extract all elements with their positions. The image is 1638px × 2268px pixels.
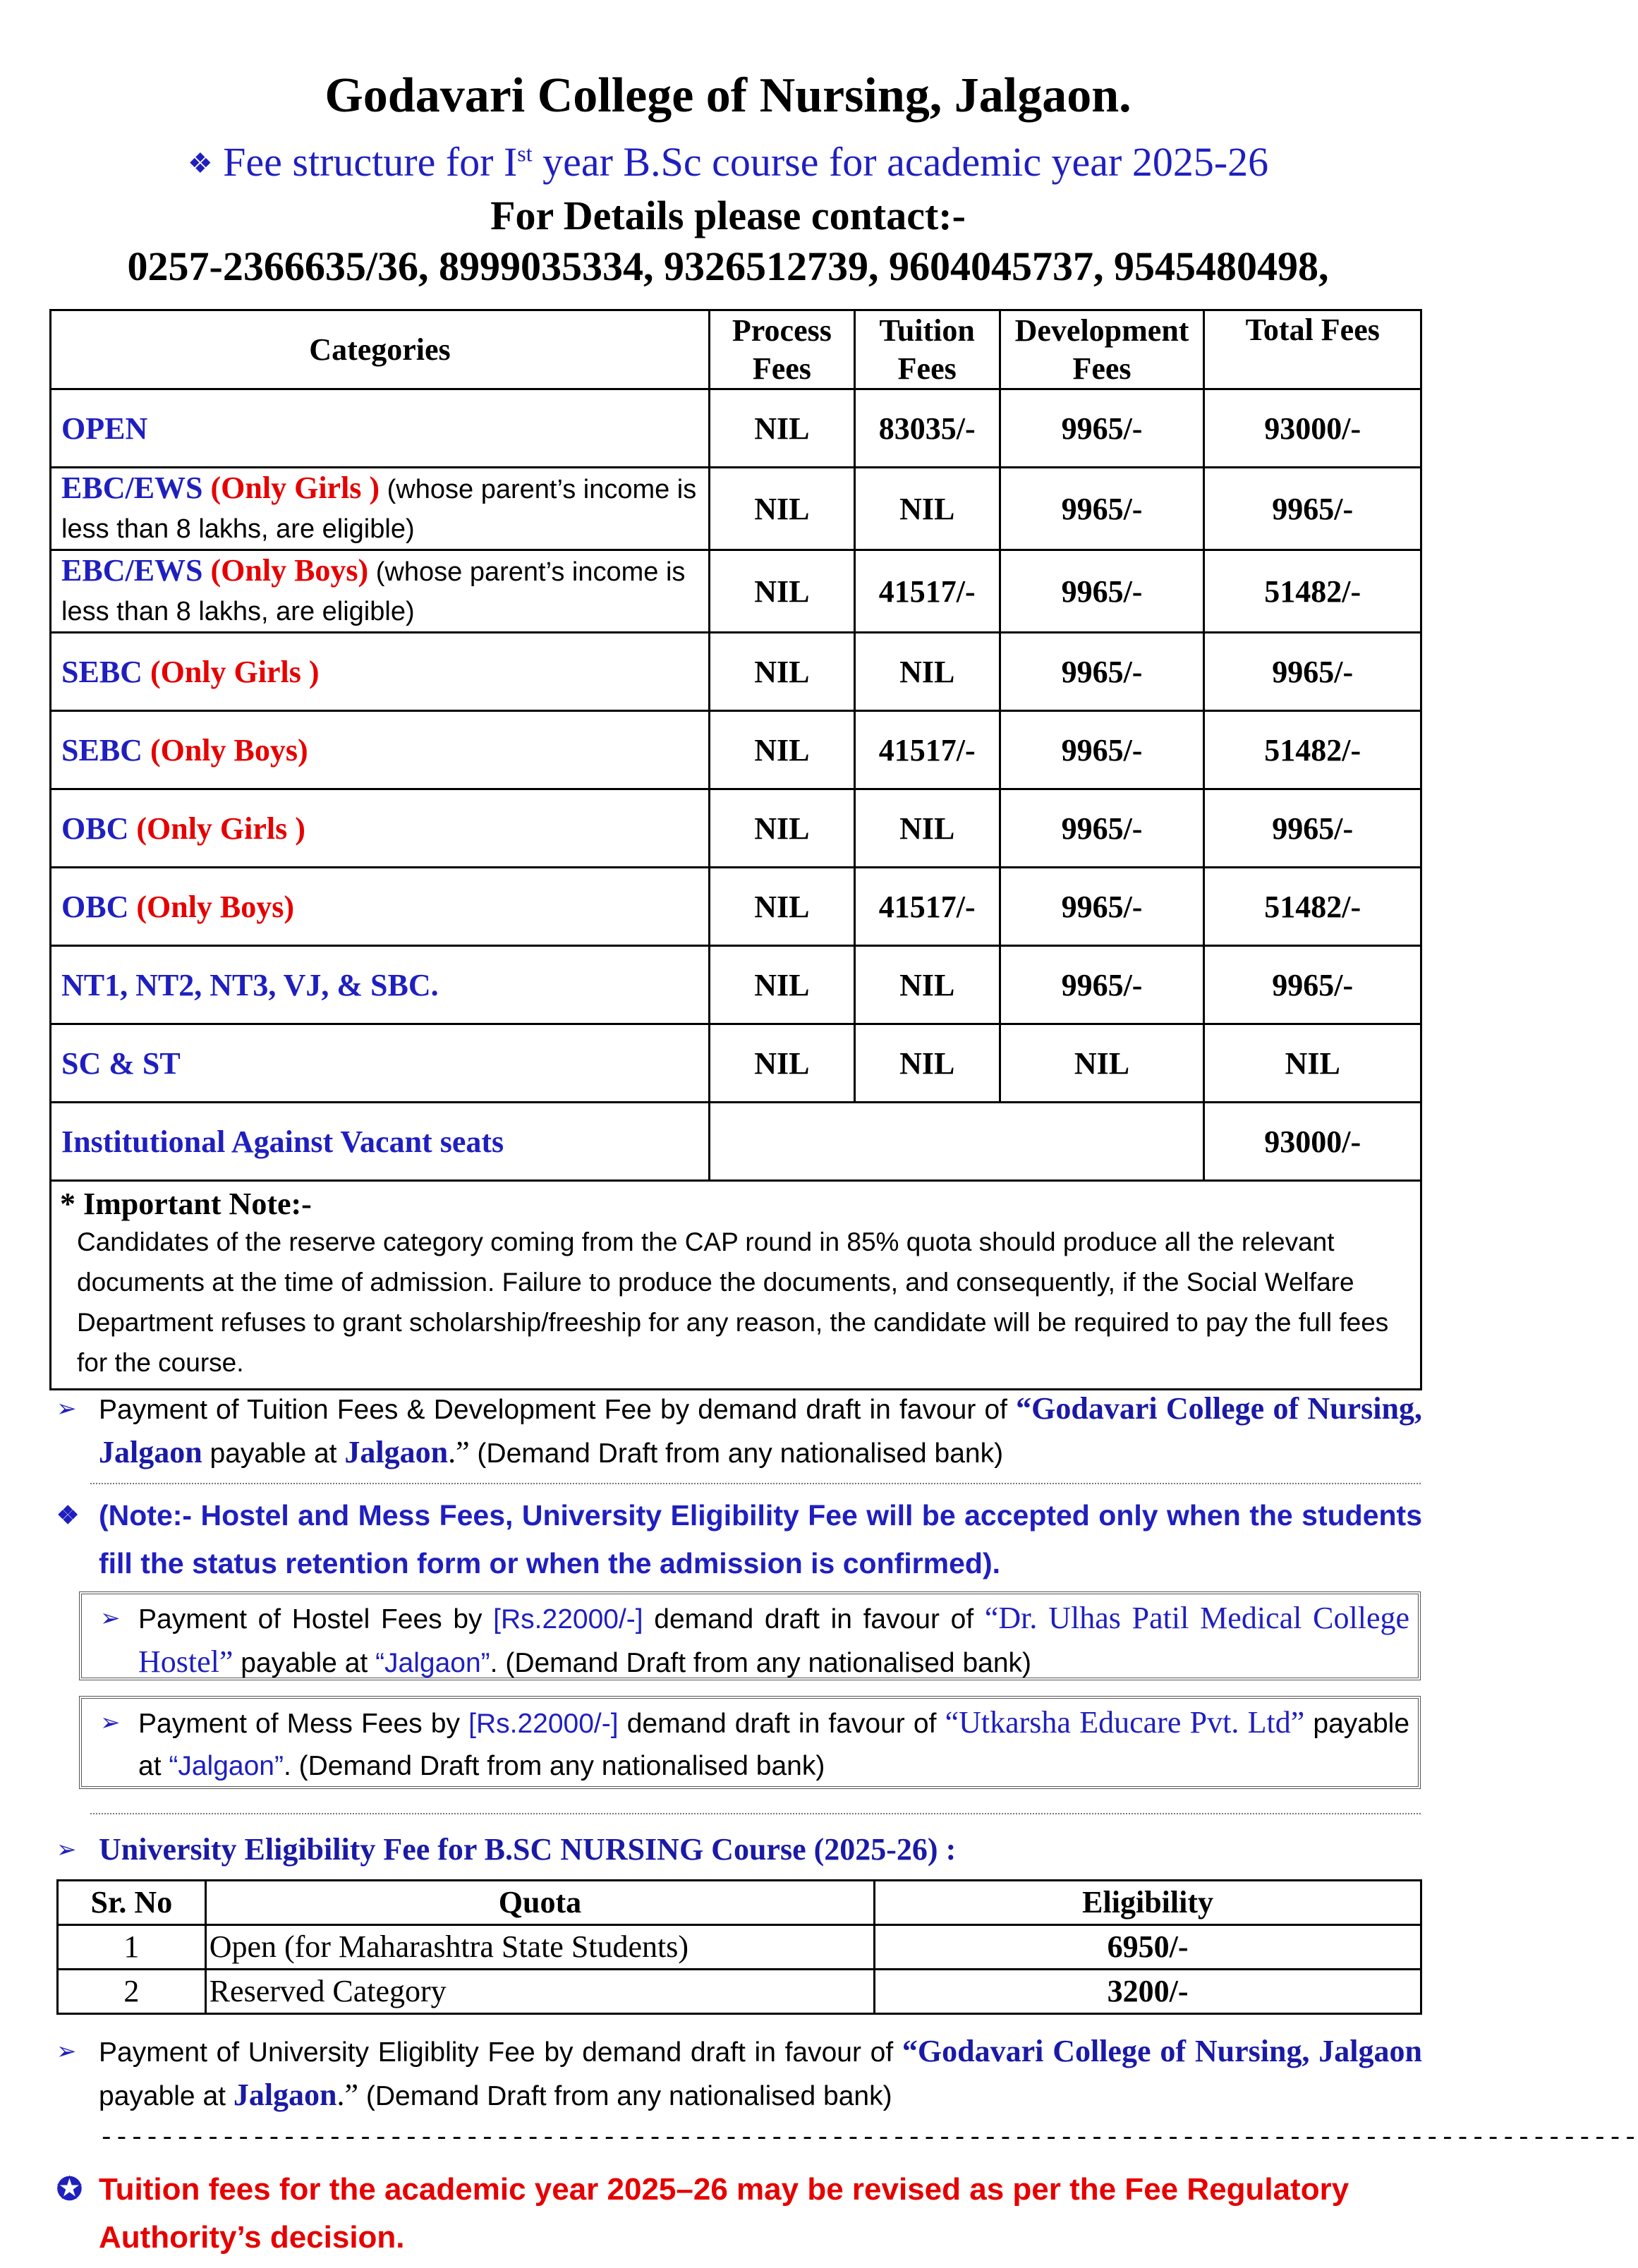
development-fee-cell: 9965/- [1000,868,1204,946]
process-fee-cell: NIL [709,468,854,550]
development-fee-cell: 9965/- [1000,389,1204,468]
fee-row [51,789,1421,868]
tuition-fee-cell: NIL [854,1024,1000,1103]
development-fee-cell: 9965/- [1000,711,1204,789]
total-fee-cell: 9965/- [1204,468,1421,550]
tuition-fee-cell: 83035/- [854,389,1000,468]
total-fee-cell: NIL [1204,1024,1421,1103]
development-fee-cell: 9965/- [1000,633,1204,711]
header-eligibility: Eligibility [875,1881,1421,1925]
category-cell: OPEN [51,389,710,468]
fee-table-header-row [51,310,1421,389]
header-development-fees: Development Fees [1000,310,1204,389]
category-cell: EBC/EWS (Only Girls ) (whose parent’s income is less than 8 lakhs, are eligible) [51,468,710,550]
category-cell: SC & ST [51,1024,710,1103]
empty-merged-cell [709,1103,1203,1181]
fee-row [51,389,1421,468]
total-fee-cell: 51482/- [1204,550,1421,633]
dotted-divider [90,1483,1421,1484]
quota-cell: Open (for Maharashtra State Students) [205,1925,875,1970]
tuition-fee-cell: 41517/- [854,550,1000,633]
header-quota: Quota [205,1881,875,1925]
total-fee-cell: 51482/- [1204,868,1421,946]
arrow-bullet-icon: ➢ [100,1605,121,1632]
eligibility-cell: 6950/- [875,1925,1421,1970]
development-fee-cell: NIL [1000,1024,1204,1103]
tuition-fee-cell: NIL [854,633,1000,711]
tuition-fee-cell: NIL [854,946,1000,1024]
fee-row [51,1024,1421,1103]
total-fee-cell: 9965/- [1204,946,1421,1024]
eligibility-row [58,1925,1421,1970]
tuition-fee-cell: 41517/- [854,711,1000,789]
development-fee-cell: 9965/- [1000,789,1204,868]
important-note-title: * Important Note:- [60,1187,312,1221]
header-tuition-fees: Tuition Fees [854,310,1000,389]
category-cell: Institutional Against Vacant seats [51,1103,710,1181]
header-sr-no: Sr. No [58,1881,206,1925]
fee-row-institutional [51,1103,1421,1181]
fee-row [51,711,1421,789]
category-cell: NT1, NT2, NT3, VJ, & SBC. [51,946,710,1024]
total-fee-cell: 9965/- [1204,789,1421,868]
diamond-bullet-icon: ❖ [56,1500,80,1529]
eligibility-cell: 3200/- [875,1970,1421,2014]
university-payment-instruction: ➢ Payment of University Eligiblity Fee by demand draft in favour of “Godavari College of Nursing, Jalgaon payable at Jalgaon.” (Demand Draft from any nationalised bank) [56,2030,1422,2118]
development-fee-cell: 9965/- [1000,946,1204,1024]
development-fee-cell: 9965/- [1000,468,1204,550]
eligibility-header-row [58,1881,1421,1925]
important-note [51,1181,1421,1390]
tuition-revision-note: ✪ Tuition fees for the academic year 2025–26 may be revised as per the Fee Regulatory Authority’s decision. [56,2166,1422,2262]
header-process-fees: Process Fees [709,310,854,389]
process-fee-cell: NIL [709,1024,854,1103]
important-note-row [51,1181,1421,1390]
fee-row [51,468,1421,550]
university-eligibility-heading: ➢ University Eligibility Fee for B.SC NURSING Course (2025-26) : [56,1829,1422,1871]
contact-phones: 0257-2366635/36, 8999035334, 9326512739, 9604045737, 9545480498, [127,243,1329,289]
process-fee-cell: NIL [709,946,854,1024]
total-fee-cell: 93000/- [1204,389,1421,468]
dotted-divider [90,1813,1421,1814]
header-total-fees: Total Fees [1204,310,1421,389]
category-cell: OBC (Only Girls ) [51,789,710,868]
fee-structure-subtitle: ❖ Fee structure for Ist year B.Sc course for academic year 2025-26 [187,139,1269,185]
arrow-bullet-icon: ➢ [56,1836,77,1863]
fee-table [49,309,1422,1390]
arrow-bullet-icon: ➢ [100,1709,121,1736]
total-fee-cell: 51482/- [1204,711,1421,789]
quota-cell: Reserved Category [205,1970,875,2014]
tuition-fee-cell: NIL [854,468,1000,550]
hostel-mess-note: ❖ (Note:- Hostel and Mess Fees, University Eligibility Fee will be accepted only when the students fill the status retention form or when the admission is confirmed). [56,1491,1422,1587]
page-title: Godavari College of Nursing, Jalgaon. [324,68,1132,123]
tuition-fee-cell: 41517/- [854,868,1000,946]
dashed-divider: ----------------------------------------------------------------------------------------------------- [99,2123,1638,2152]
sr-cell: 2 [58,1970,206,2014]
total-fee-cell: 93000/- [1204,1103,1421,1181]
important-note-body: Candidates of the reserve category coming from the CAP round in 85% quota should produce all the relevant documents at the time of admission. Failure to produce the documents, and consequently, if the Social Welfare Department refuses to grant scholarship/freeship for any reason, the candidate will be required to pay the full fees for the course. [77,1227,1389,1377]
contact-heading: For Details please contact:- [490,193,966,238]
star-bullet-icon: ✪ [56,2172,83,2207]
hostel-fee-box: ➢ Payment of Hostel Fees by [Rs.22000/-] demand draft in favour of “Dr. Ulhas Patil Medical College Hostel” payable at “Jalgaon”. (Demand Draft from any nationalised bank) [79,1591,1421,1680]
process-fee-cell: NIL [709,633,854,711]
fee-row [51,946,1421,1024]
process-fee-cell: NIL [709,711,854,789]
university-eligibility-table [56,1879,1422,2015]
tuition-fee-cell: NIL [854,789,1000,868]
category-cell: SEBC (Only Girls ) [51,633,710,711]
category-cell: OBC (Only Boys) [51,868,710,946]
development-fee-cell: 9965/- [1000,550,1204,633]
category-cell: EBC/EWS (Only Boys) (whose parent’s income is less than 8 lakhs, are eligible) [51,550,710,633]
fee-row [51,550,1421,633]
header-categories: Categories [51,310,710,389]
arrow-bullet-icon: ➢ [56,2038,77,2065]
sr-cell: 1 [58,1925,206,1970]
fee-row [51,633,1421,711]
eligibility-row [58,1970,1421,2014]
process-fee-cell: NIL [709,789,854,868]
mess-fee-box: ➢ Payment of Mess Fees by [Rs.22000/-] demand draft in favour of “Utkarsha Educare Pvt. Ltd” payable at “Jalgaon”. (Demand Draft from any nationalised bank) [79,1696,1421,1789]
process-fee-cell: NIL [709,550,854,633]
total-fee-cell: 9965/- [1204,633,1421,711]
process-fee-cell: NIL [709,868,854,946]
fee-row [51,868,1421,946]
category-cell: SEBC (Only Boys) [51,711,710,789]
diamond-bullet-icon: ❖ [187,147,213,179]
arrow-bullet-icon: ➢ [56,1395,77,1422]
process-fee-cell: NIL [709,389,854,468]
tuition-payment-instruction: ➢ Payment of Tuition Fees & Development Fee by demand draft in favour of “Godavari College of Nursing, Jalgaon payable at Jalgaon.” (Demand Draft from any nationalised bank) [56,1388,1422,1475]
